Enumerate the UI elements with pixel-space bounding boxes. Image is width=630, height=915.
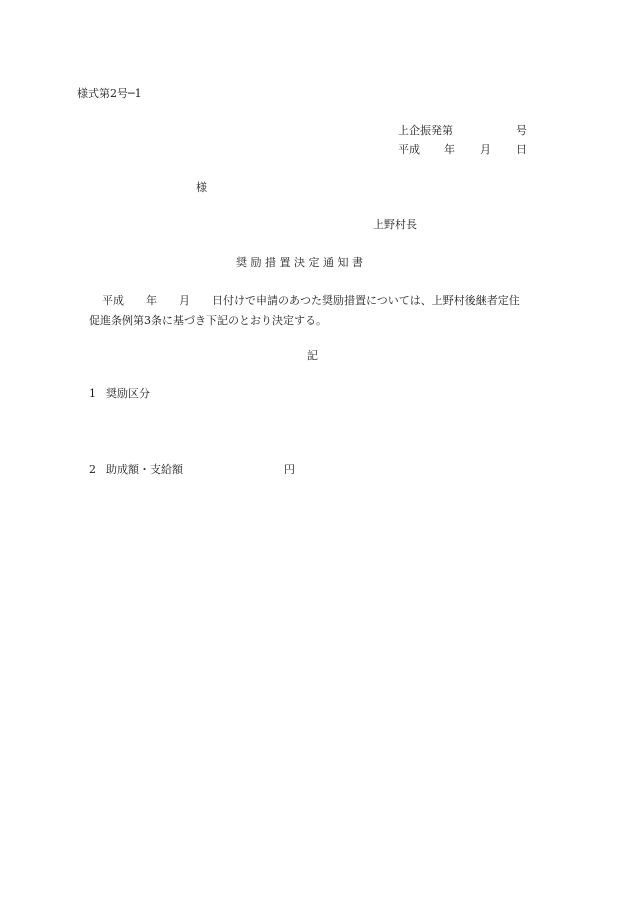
item-label-grant-amount: 助成額・支給額 xyxy=(106,463,183,476)
document-number-suffix: 号 xyxy=(516,124,527,137)
form-number: 様式第2号─1 xyxy=(77,87,142,100)
recipient-honorific: 様 xyxy=(196,181,207,194)
item-number: 2 xyxy=(89,463,96,476)
issuer-name: 上野村長 xyxy=(373,218,417,231)
date-day-unit: 日 xyxy=(516,143,527,156)
date-era: 平成 xyxy=(398,143,420,156)
body-text-line-1: 平成 年 月 日付けで申請のあつた奨励措置については、上野村後継者定住 xyxy=(102,294,520,307)
item-number: 1 xyxy=(89,387,96,400)
date-year-unit: 年 xyxy=(444,143,455,156)
item-label-incentive-category: 奨励区分 xyxy=(106,387,150,400)
document-title: 奨 励 措 置 決 定 通 知 書 xyxy=(236,256,363,269)
date-month-unit: 月 xyxy=(480,143,491,156)
ki-heading: 記 xyxy=(307,349,318,362)
body-text-line-2: 促進条例第3条に基づき下記のとおり決定する。 xyxy=(89,314,327,327)
document-number-prefix: 上企振発第 xyxy=(398,124,453,137)
item-unit-yen: 円 xyxy=(284,463,295,476)
